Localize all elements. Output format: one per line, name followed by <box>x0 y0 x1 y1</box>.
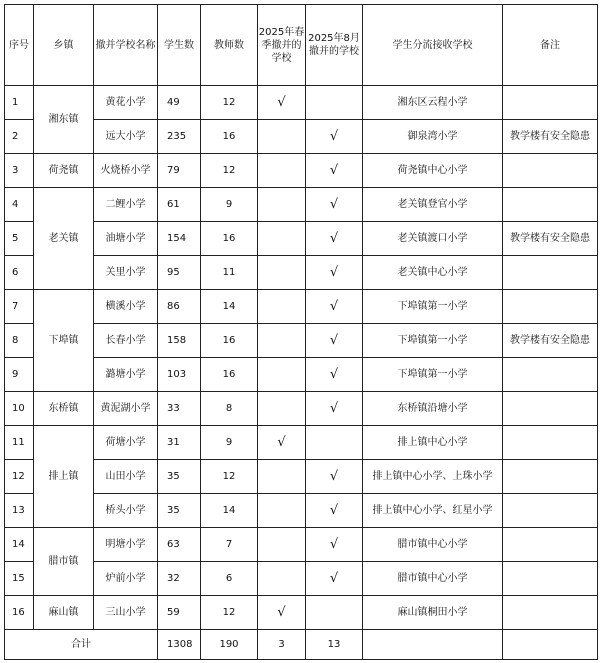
aug-2025-check: √ <box>306 154 363 188</box>
aug-2025-check: √ <box>306 290 363 324</box>
remark <box>503 188 598 222</box>
header-town: 乡镇 <box>34 5 94 86</box>
school-name: 明塘小学 <box>94 528 158 562</box>
spring-2025-check <box>258 494 306 528</box>
town-name: 下埠镇 <box>34 290 94 392</box>
school-name: 黄泥湖小学 <box>94 392 158 426</box>
row-number: 4 <box>5 188 34 222</box>
remark <box>503 256 598 290</box>
total-receiving-empty <box>363 630 503 660</box>
spring-2025-check <box>258 256 306 290</box>
row-number: 6 <box>5 256 34 290</box>
aug-2025-check: √ <box>306 324 363 358</box>
table-body <box>5 86 598 630</box>
row-number: 11 <box>5 426 34 460</box>
aug-2025-check: √ <box>306 188 363 222</box>
teacher-count: 9 <box>201 188 258 222</box>
aug-2025-check: √ <box>306 528 363 562</box>
school-name: 二鲤小学 <box>94 188 158 222</box>
receiving-school: 老关镇渡口小学 <box>363 222 503 256</box>
remark <box>503 86 598 120</box>
spring-2025-check <box>258 562 306 596</box>
row-number: 12 <box>5 460 34 494</box>
student-count: 154 <box>158 222 201 256</box>
table-row <box>5 120 598 154</box>
school-name: 油塘小学 <box>94 222 158 256</box>
header-teachers: 教师数 <box>201 5 258 86</box>
header-remarks: 备注 <box>503 5 598 86</box>
student-count: 103 <box>158 358 201 392</box>
remark <box>503 392 598 426</box>
town-name: 湘东镇 <box>34 86 94 154</box>
remark: 教学楼有安全隐患 <box>503 222 598 256</box>
teacher-count: 9 <box>201 426 258 460</box>
row-number: 2 <box>5 120 34 154</box>
header-receiving-school: 学生分流接收学校 <box>363 5 503 86</box>
student-count: 35 <box>158 460 201 494</box>
student-count: 79 <box>158 154 201 188</box>
receiving-school: 东桥镇沿塘小学 <box>363 392 503 426</box>
remark <box>503 494 598 528</box>
teacher-count: 12 <box>201 460 258 494</box>
receiving-school: 麻山镇桐田小学 <box>363 596 503 630</box>
school-name: 火烧桥小学 <box>94 154 158 188</box>
student-count: 95 <box>158 256 201 290</box>
row-number: 1 <box>5 86 34 120</box>
teacher-count: 16 <box>201 358 258 392</box>
table-row <box>5 596 598 630</box>
header-school: 撤并学校名称 <box>94 5 158 86</box>
aug-2025-check <box>306 426 363 460</box>
table-row <box>5 392 598 426</box>
total-remark-empty <box>503 630 598 660</box>
row-number: 10 <box>5 392 34 426</box>
town-name: 荷尧镇 <box>34 154 94 188</box>
school-merger-table <box>4 4 598 660</box>
receiving-school: 御泉湾小学 <box>363 120 503 154</box>
school-name: 横溪小学 <box>94 290 158 324</box>
row-number: 13 <box>5 494 34 528</box>
total-spring: 3 <box>258 630 306 660</box>
aug-2025-check: √ <box>306 120 363 154</box>
header-row <box>5 5 598 86</box>
student-count: 63 <box>158 528 201 562</box>
school-name: 桥头小学 <box>94 494 158 528</box>
spring-2025-check: √ <box>258 426 306 460</box>
remark <box>503 290 598 324</box>
aug-2025-check: √ <box>306 222 363 256</box>
table-row <box>5 188 598 222</box>
teacher-count: 16 <box>201 324 258 358</box>
row-number: 3 <box>5 154 34 188</box>
total-aug: 13 <box>306 630 363 660</box>
header-index: 序号 <box>5 5 34 86</box>
school-name: 三山小学 <box>94 596 158 630</box>
spring-2025-check <box>258 358 306 392</box>
school-name: 荷塘小学 <box>94 426 158 460</box>
aug-2025-check <box>306 86 363 120</box>
remark: 教学楼有安全隐患 <box>503 324 598 358</box>
spring-2025-check <box>258 154 306 188</box>
receiving-school: 排上镇中心小学、红星小学 <box>363 494 503 528</box>
table-row <box>5 324 598 358</box>
student-count: 32 <box>158 562 201 596</box>
table-row <box>5 86 598 120</box>
table-row <box>5 494 598 528</box>
school-name: 长春小学 <box>94 324 158 358</box>
receiving-school: 腊市镇中心小学 <box>363 528 503 562</box>
total-label: 合计 <box>5 630 158 660</box>
student-count: 86 <box>158 290 201 324</box>
receiving-school: 排上镇中心小学 <box>363 426 503 460</box>
town-name: 东桥镇 <box>34 392 94 426</box>
student-count: 158 <box>158 324 201 358</box>
total-students: 1308 <box>158 630 201 660</box>
total-row <box>5 630 598 660</box>
table-row <box>5 426 598 460</box>
table-row <box>5 358 598 392</box>
table-row <box>5 222 598 256</box>
town-name: 麻山镇 <box>34 596 94 630</box>
header-spring-2025: 2025年春季撤并的学校 <box>258 5 306 86</box>
school-name: 关里小学 <box>94 256 158 290</box>
table-row <box>5 256 598 290</box>
remark <box>503 528 598 562</box>
receiving-school: 下埠镇第一小学 <box>363 324 503 358</box>
teacher-count: 12 <box>201 154 258 188</box>
receiving-school: 荷尧镇中心小学 <box>363 154 503 188</box>
school-name: 黄花小学 <box>94 86 158 120</box>
table-row <box>5 154 598 188</box>
remark <box>503 562 598 596</box>
spring-2025-check <box>258 120 306 154</box>
receiving-school: 下埠镇第一小学 <box>363 290 503 324</box>
row-number: 5 <box>5 222 34 256</box>
teacher-count: 12 <box>201 596 258 630</box>
row-number: 14 <box>5 528 34 562</box>
remark <box>503 154 598 188</box>
spring-2025-check: √ <box>258 86 306 120</box>
teacher-count: 14 <box>201 290 258 324</box>
school-name: 潞塘小学 <box>94 358 158 392</box>
teacher-count: 11 <box>201 256 258 290</box>
student-count: 235 <box>158 120 201 154</box>
receiving-school: 老关镇登官小学 <box>363 188 503 222</box>
spring-2025-check <box>258 324 306 358</box>
teacher-count: 6 <box>201 562 258 596</box>
row-number: 8 <box>5 324 34 358</box>
town-name: 腊市镇 <box>34 528 94 596</box>
total-teachers: 190 <box>201 630 258 660</box>
town-name: 排上镇 <box>34 426 94 528</box>
header-aug-2025: 2025年8月撤并的学校 <box>306 5 363 86</box>
remark: 教学楼有安全隐患 <box>503 120 598 154</box>
receiving-school: 老关镇中心小学 <box>363 256 503 290</box>
row-number: 7 <box>5 290 34 324</box>
student-count: 33 <box>158 392 201 426</box>
row-number: 16 <box>5 596 34 630</box>
student-count: 35 <box>158 494 201 528</box>
student-count: 59 <box>158 596 201 630</box>
teacher-count: 12 <box>201 86 258 120</box>
school-name: 炉前小学 <box>94 562 158 596</box>
spring-2025-check: √ <box>258 596 306 630</box>
aug-2025-check: √ <box>306 358 363 392</box>
aug-2025-check: √ <box>306 256 363 290</box>
row-number: 15 <box>5 562 34 596</box>
teacher-count: 14 <box>201 494 258 528</box>
student-count: 61 <box>158 188 201 222</box>
receiving-school: 腊市镇中心小学 <box>363 562 503 596</box>
receiving-school: 湘东区云程小学 <box>363 86 503 120</box>
student-count: 31 <box>158 426 201 460</box>
remark <box>503 426 598 460</box>
spring-2025-check <box>258 290 306 324</box>
aug-2025-check: √ <box>306 392 363 426</box>
aug-2025-check: √ <box>306 460 363 494</box>
teacher-count: 16 <box>201 120 258 154</box>
spring-2025-check <box>258 460 306 494</box>
spring-2025-check <box>258 392 306 426</box>
remark <box>503 358 598 392</box>
remark <box>503 596 598 630</box>
teacher-count: 8 <box>201 392 258 426</box>
table-row <box>5 562 598 596</box>
teacher-count: 7 <box>201 528 258 562</box>
table-row <box>5 460 598 494</box>
header-students: 学生数 <box>158 5 201 86</box>
spring-2025-check <box>258 528 306 562</box>
aug-2025-check <box>306 596 363 630</box>
school-name: 远大小学 <box>94 120 158 154</box>
row-number: 9 <box>5 358 34 392</box>
table-row <box>5 528 598 562</box>
remark <box>503 460 598 494</box>
receiving-school: 下埠镇第一小学 <box>363 358 503 392</box>
teacher-count: 16 <box>201 222 258 256</box>
spring-2025-check <box>258 188 306 222</box>
receiving-school: 排上镇中心小学、上珠小学 <box>363 460 503 494</box>
spring-2025-check <box>258 222 306 256</box>
aug-2025-check: √ <box>306 562 363 596</box>
town-name: 老关镇 <box>34 188 94 290</box>
aug-2025-check: √ <box>306 494 363 528</box>
table-row <box>5 290 598 324</box>
school-name: 山田小学 <box>94 460 158 494</box>
student-count: 49 <box>158 86 201 120</box>
